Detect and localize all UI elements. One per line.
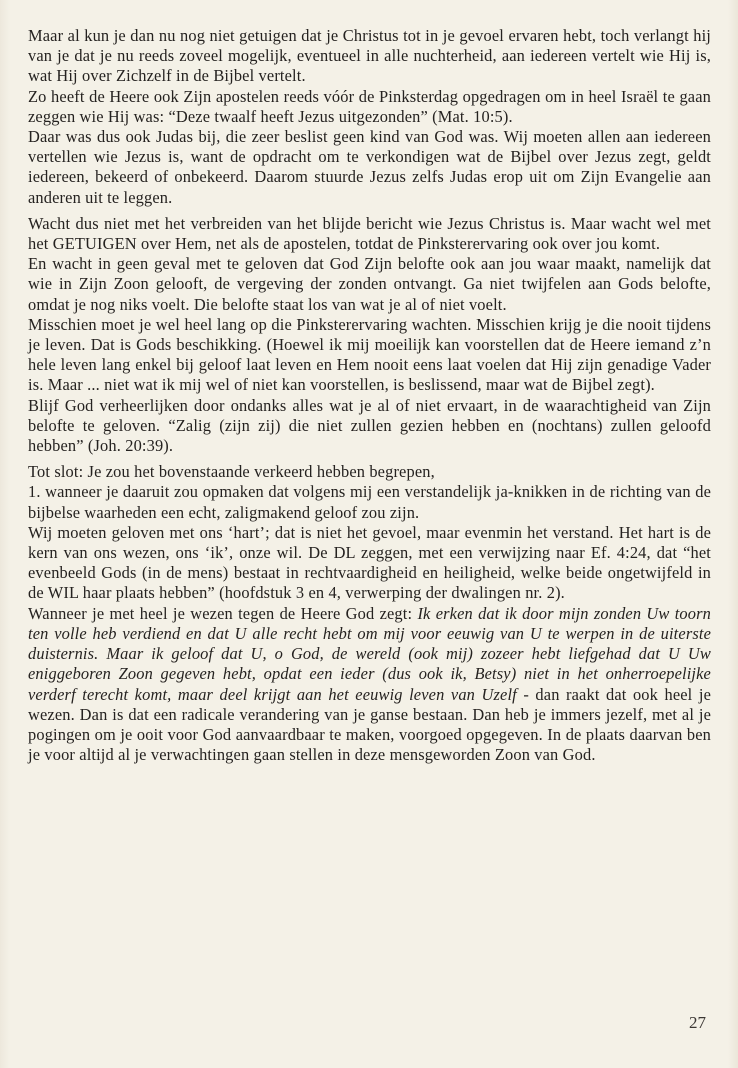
- paragraph: Zo heeft de Heere ook Zijn apostelen reeds vóór de Pinksterdag opgedragen om in heel Israël te gaan zeggen wie Hij was: “Deze twaalf heeft Jezus uitgezonden” (Mat. 10:5).: [28, 86, 711, 126]
- paragraph: Misschien moet je wel heel lang op die Pinksterervaring wachten. Misschien krijg je die nooit tijdens je leven. Dat is Gods beschikking. (Hoewel ik mij moeilijk kan voorstellen dat de Heere iemand z’n hele leven lang enkel bij geloof laat leven en Hem nooit eens laat voelen dat Hij zijn genadige Vader is. Maar ... niet wat ik mij wel of niet kan voorstellen, is beslissend, maar wat de Bijbel zegt).: [28, 314, 711, 395]
- paragraph: Tot slot: Je zou het bovenstaande verkeerd hebben begrepen,: [28, 462, 435, 482]
- paragraph: Wij moeten geloven met ons ‘hart’; dat is niet het gevoel, maar evenmin het verstand. Het hart is de kern van ons wezen, ons ‘ik’, onze wil. De DL zeggen, met een verwijzing naar Ef. 4:24, dat “het evenbeeld Gods (in de mens) bestaat in rechtvaardigheid en heiligheid, welke beide ongetwijfeld in de WIL haar plaats hebben” (hoofdstuk 3 en 4, verwerping der dwalingen nr. 2).: [28, 522, 711, 603]
- last-paragraph-intro: Wanneer je met heel je wezen tegen de Heere God zegt:: [28, 603, 418, 623]
- last-paragraph: [28, 604, 711, 766]
- paragraph: En wacht in geen geval met te geloven dat God Zijn belofte ook aan jou waar maakt, namelijk dat wie in Zijn Zoon gelooft, de vergeving der zonden ontvangt. Ga niet twijfelen aan Gods belofte, omdat je nog niks voelt. Die belofte staat los van wat je al of niet voelt.: [28, 254, 711, 314]
- paragraph: Maar al kun je dan nu nog niet getuigen dat je Christus tot in je gevoel ervaren hebt, toch verlangt hij van je dat je nu reeds zoveel mogelijk, eventueel in alle nuchterheid, aan iedereen vertelt wie Hij is, wat Hij over Zichzelf in de Bijbel vertelt.: [28, 26, 711, 86]
- body-text: [28, 26, 711, 765]
- numbered-point: 1. wanneer je daaruit zou opmaken dat volgens mij een verstandelijk ja-knikken in de richting van de bijbelse waarheden een echt, zaligmakend geloof zou zijn.: [28, 482, 711, 522]
- paragraph: Blijf God verheerlijken door ondanks alles wat je al of niet ervaart, in de waarachtigheid van Zijn belofte te geloven. “Zalig (zijn zij) die niet zullen gezien hebben en (nochtans) zullen geloofd hebben” (Joh. 20:39).: [28, 395, 711, 456]
- page-number: 27: [689, 1013, 706, 1032]
- last-paragraph-rest: - dan raakt dat ook heel je wezen. Dan is dat een radicale verandering van je ganse bestaan. Dan heb je immers jezelf, met al je pogingen om je ooit voor God aanvaardbaar te maken, voorgoed opgegeven. In de plaats daarvan ben je voor altijd al je verwachtingen gaan stellen in deze mensgeworden Zoon van God.: [28, 684, 711, 765]
- paragraph: Wacht dus niet met het verbreiden van het blijde bericht wie Jezus Christus is. Maar wacht wel met het GETUIGEN over Hem, net als de apostelen, totdat de Pinksterervaring ook over jou komt.: [28, 213, 711, 254]
- prayer-quote: Ik erken dat ik door mijn zonden Uw toorn ten volle heb verdiend en dat U alle recht hebt om mij voor eeuwig van U te werpen in de uiterste duisternis. Maar ik geloof dat U, o God, de wereld (ook mij) zozeer hebt liefgehad dat U Uw eniggeboren Zoon gegeven hebt, opdat een ieder (dus ook ik, Betsy) niet in het onherroepelijke verderf terecht komt, maar deel krijgt aan het eeuwig leven van Uzelf: [28, 603, 712, 704]
- paragraph: Daar was dus ook Judas bij, die zeer beslist geen kind van God was. Wij moeten allen aan iedereen vertellen wie Jezus is, want de opdracht om te verkondigen wat de Bijbel over Jezus zegt, geldt iedereen, bekeerd of onbekeerd. Daarom stuurde Jezus zelfs Judas erop uit om Zijn Evangelie aan anderen uit te leggen.: [28, 127, 711, 207]
